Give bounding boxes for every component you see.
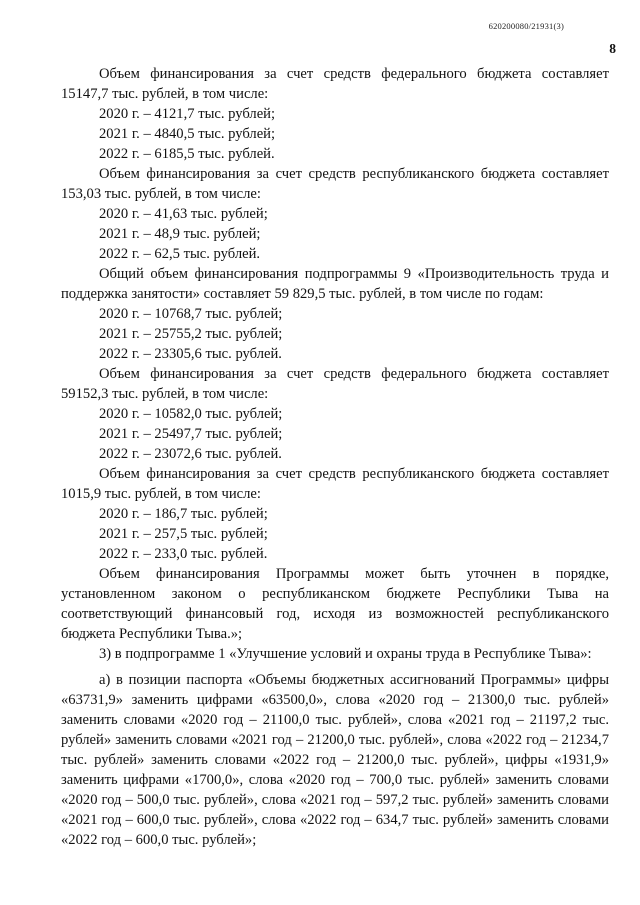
list-item: 2020 г. – 41,63 тыс. рублей; [99, 206, 268, 222]
paragraph: Объем финансирования Программы может быть уточнен в порядке, установленном законом о республиканском бюджете Республики Тыва на соответствующий финансовый год, исходя из возможностей республиканского бюджета Республики Тыва.»; [61, 566, 609, 642]
paragraph: Объем финансирования за счет средств федерального бюджета составляет 59152,3 тыс. рублей, в том числе: [61, 366, 609, 402]
list-item: 2020 г. – 4121,7 тыс. рублей; [99, 106, 276, 122]
paragraph: Объем финансирования за счет средств республиканского бюджета составляет 1015,9 тыс. рублей, в том числе: [61, 466, 609, 502]
paragraph: 3) в подпрограмме 1 «Улучшение условий и охраны труда в Республике Тыва»: [99, 646, 592, 662]
document-body [61, 64, 609, 850]
list-item: 2021 г. – 25755,2 тыс. рублей; [99, 326, 283, 342]
paragraph: а) в позиции паспорта «Объемы бюджетных ассигнований Программы» цифры «63731,9» заменить цифрами «63500,0», слова «2020 год – 21300,0 тыс. рублей» заменить словами «2020 год – 21100,0 тыс. рублей», слова «2021 год – 21197,2 тыс. рублей» заменить словами «2021 год – 21200,0 тыс. рублей», слова «2022 год – 21234,7 тыс. рублей» заменить словами «2022 год – 21200,0 тыс. рублей», цифры «1931,9» заменить цифрами «1700,0», слова «2020 год – 700,0 тыс. рублей» заменить словами «2020 год – 500,0 тыс. рублей», слова «2021 год – 597,2 тыс. рублей» заменить словами «2021 год – 600,0 тыс. рублей», слова «2022 год – 634,7 тыс. рублей» заменить словами «2022 год – 600,0 тыс. рублей»; [61, 672, 609, 848]
list-item: 2022 г. – 6185,5 тыс. рублей. [99, 146, 275, 162]
list-item: 2022 г. – 23305,6 тыс. рублей. [99, 346, 282, 362]
paragraph: Объем финансирования за счет средств федерального бюджета составляет 15147,7 тыс. рублей, в том числе: [61, 66, 609, 102]
list-item: 2022 г. – 233,0 тыс. рублей. [99, 546, 268, 562]
paragraph: Общий объем финансирования подпрограммы 9 «Производительность труда и поддержка занятости» составляет 59 829,5 тыс. рублей, в том числе по годам: [61, 266, 609, 302]
list-item: 2022 г. – 23072,6 тыс. рублей. [99, 446, 282, 462]
list-item: 2021 г. – 25497,7 тыс. рублей; [99, 426, 283, 442]
list-item: 2021 г. – 48,9 тыс. рублей; [99, 226, 261, 242]
list-item: 2020 г. – 10582,0 тыс. рублей; [99, 406, 283, 422]
list-item: 2021 г. – 4840,5 тыс. рублей; [99, 126, 276, 142]
page-number: 8 [609, 41, 616, 56]
list-item: 2022 г. – 62,5 тыс. рублей. [99, 246, 261, 262]
list-item: 2021 г. – 257,5 тыс. рублей; [99, 526, 268, 542]
list-item: 2020 г. – 10768,7 тыс. рублей; [99, 306, 283, 322]
document-code: 620200080/21931(3) [488, 21, 564, 31]
paragraph: Объем финансирования за счет средств республиканского бюджета составляет 153,03 тыс. рублей, в том числе: [61, 166, 609, 202]
list-item: 2020 г. – 186,7 тыс. рублей; [99, 506, 268, 522]
